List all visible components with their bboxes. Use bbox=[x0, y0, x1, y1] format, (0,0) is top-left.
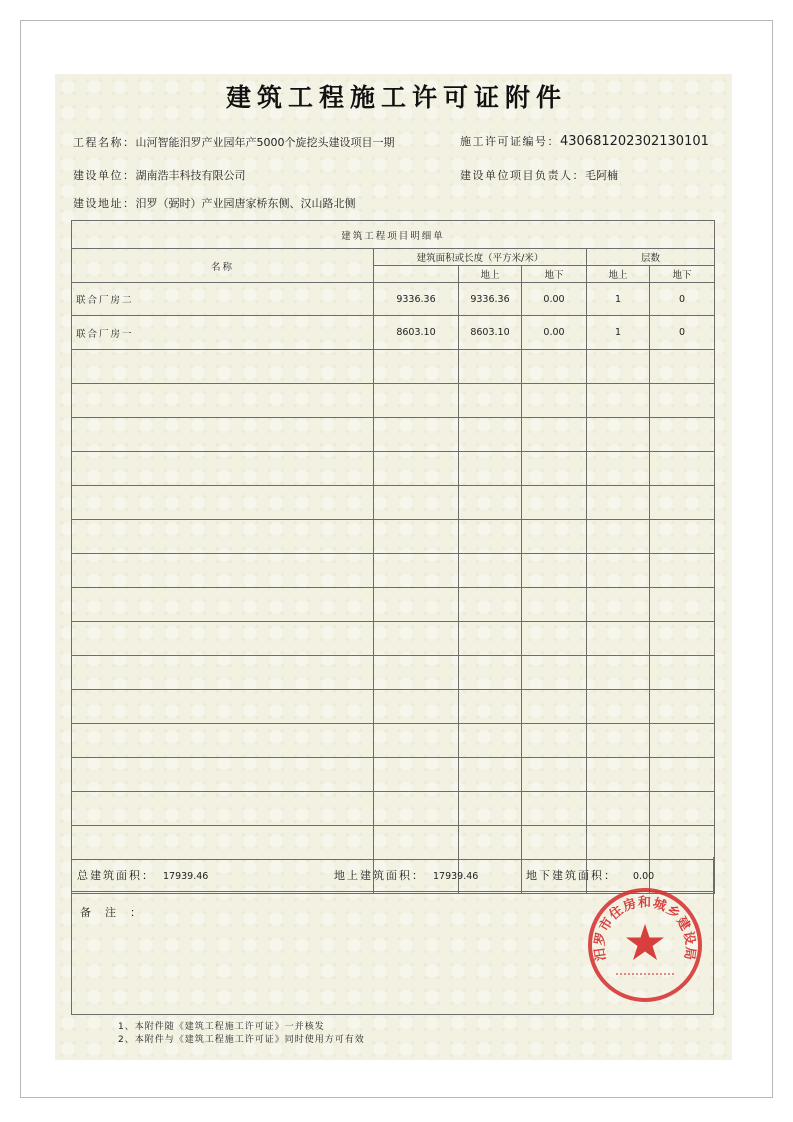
cell-below bbox=[522, 418, 587, 452]
above-ground-area bbox=[334, 867, 478, 883]
cell-floors-below bbox=[650, 758, 715, 792]
empty-table-row bbox=[72, 486, 715, 520]
empty-table-row bbox=[72, 588, 715, 622]
manager-field bbox=[460, 167, 618, 183]
cell-below bbox=[522, 656, 587, 690]
project-name-value: 山河智能汨罗产业园年产5000个旋挖头建设项目一期 bbox=[135, 136, 395, 149]
total-area-value: 17939.46 bbox=[163, 871, 209, 882]
empty-table-row bbox=[72, 554, 715, 588]
cell-total bbox=[374, 350, 459, 384]
cell-total bbox=[374, 554, 459, 588]
builder-value: 湖南浩丰科技有限公司 bbox=[135, 169, 246, 182]
cell-total bbox=[374, 622, 459, 656]
cell-name bbox=[72, 588, 374, 622]
table-body bbox=[72, 283, 715, 894]
above-ground-area-label: 地上建筑面积： bbox=[334, 869, 425, 882]
seal-star-icon bbox=[626, 924, 664, 960]
empty-table-row bbox=[72, 690, 715, 724]
cell-floors-below bbox=[650, 452, 715, 486]
cell-total bbox=[374, 520, 459, 554]
project-name-label: 工程名称： bbox=[73, 136, 136, 149]
manager-value: 毛阿楠 bbox=[585, 169, 618, 182]
cell-above bbox=[459, 758, 522, 792]
cell-name bbox=[72, 792, 374, 826]
header-area: 建筑面积或长度（平方米/米） bbox=[374, 249, 587, 266]
cell-name bbox=[72, 826, 374, 860]
cell-floors-below: 0 bbox=[650, 316, 715, 350]
cell-floors-below bbox=[650, 418, 715, 452]
table-caption: 建筑工程项目明细单 bbox=[72, 221, 715, 249]
cell-above bbox=[459, 486, 522, 520]
cell-floors-above bbox=[587, 826, 650, 860]
cell-below bbox=[522, 350, 587, 384]
empty-table-row bbox=[72, 792, 715, 826]
cell-total bbox=[374, 384, 459, 418]
cell-name bbox=[72, 418, 374, 452]
header-area-below: 地下 bbox=[522, 266, 587, 283]
cell-below bbox=[522, 690, 587, 724]
cell-total bbox=[374, 656, 459, 690]
cell-total bbox=[374, 690, 459, 724]
cell-above: 9336.36 bbox=[459, 283, 522, 316]
empty-table-row bbox=[72, 724, 715, 758]
empty-table-row bbox=[72, 350, 715, 384]
cell-name bbox=[72, 622, 374, 656]
cell-total bbox=[374, 486, 459, 520]
cell-floors-above bbox=[587, 758, 650, 792]
remarks-label: 备注： bbox=[80, 906, 155, 919]
cell-floors-below bbox=[650, 384, 715, 418]
builder-label: 建设单位： bbox=[73, 169, 136, 182]
cell-total bbox=[374, 418, 459, 452]
header-floors: 层数 bbox=[587, 249, 715, 266]
cell-floors-below bbox=[650, 690, 715, 724]
empty-table-row bbox=[72, 758, 715, 792]
manager-label: 建设单位项目负责人： bbox=[460, 169, 585, 182]
address-value: 汨罗（弼时）产业园唐家桥东侧、汉山路北侧 bbox=[135, 197, 356, 210]
cell-floors-below bbox=[650, 554, 715, 588]
cell-below bbox=[522, 588, 587, 622]
cell-name bbox=[72, 486, 374, 520]
cell-above bbox=[459, 554, 522, 588]
official-seal bbox=[586, 886, 704, 1004]
cell-floors-below bbox=[650, 826, 715, 860]
cell-floors-below bbox=[650, 622, 715, 656]
cell-below bbox=[522, 554, 587, 588]
project-name-field bbox=[73, 134, 395, 150]
cell-floors-below bbox=[650, 724, 715, 758]
project-detail-table bbox=[71, 220, 715, 894]
empty-table-row bbox=[72, 418, 715, 452]
cell-total bbox=[374, 792, 459, 826]
header-floors-above: 地上 bbox=[587, 266, 650, 283]
cell-name bbox=[72, 758, 374, 792]
builder-field bbox=[73, 167, 246, 183]
cell-above bbox=[459, 418, 522, 452]
cell-floors-above bbox=[587, 452, 650, 486]
footnote-1: 1、本附件随《建筑工程施工许可证》一并核发 bbox=[118, 1022, 325, 1032]
cell-floors-below bbox=[650, 656, 715, 690]
address-field bbox=[73, 195, 356, 211]
permit-number-value: 430681202302130101 bbox=[560, 134, 709, 149]
cell-floors-above: 1 bbox=[587, 316, 650, 350]
cell-total bbox=[374, 724, 459, 758]
cell-floors-above bbox=[587, 622, 650, 656]
cell-floors-below bbox=[650, 350, 715, 384]
header-name: 名称 bbox=[72, 249, 374, 283]
cell-total bbox=[374, 758, 459, 792]
cell-floors-above bbox=[587, 588, 650, 622]
table-row bbox=[72, 283, 715, 316]
cell-name bbox=[72, 690, 374, 724]
cell-below bbox=[522, 520, 587, 554]
cell-floors-below bbox=[650, 588, 715, 622]
header-area-above: 地上 bbox=[459, 266, 522, 283]
total-area bbox=[77, 867, 208, 883]
cell-above bbox=[459, 656, 522, 690]
header-area-total bbox=[374, 266, 459, 283]
cell-above bbox=[459, 452, 522, 486]
cell-floors-above bbox=[587, 418, 650, 452]
cell-above bbox=[459, 724, 522, 758]
cell-floors-below bbox=[650, 486, 715, 520]
cell-below bbox=[522, 452, 587, 486]
cell-above bbox=[459, 792, 522, 826]
cell-name: 联合厂房二 bbox=[72, 283, 374, 316]
empty-table-row bbox=[72, 622, 715, 656]
cell-name bbox=[72, 656, 374, 690]
cell-total bbox=[374, 588, 459, 622]
cell-name: 联合厂房一 bbox=[72, 316, 374, 350]
empty-table-row bbox=[72, 656, 715, 690]
below-ground-area-label: 地下建筑面积： bbox=[526, 869, 617, 882]
footnotes bbox=[118, 1021, 365, 1047]
cell-name bbox=[72, 452, 374, 486]
cell-total: 9336.36 bbox=[374, 283, 459, 316]
empty-table-row bbox=[72, 826, 715, 860]
cell-name bbox=[72, 520, 374, 554]
header-floors-below: 地下 bbox=[650, 266, 715, 283]
cell-above bbox=[459, 350, 522, 384]
cell-floors-above bbox=[587, 520, 650, 554]
cell-below: 0.00 bbox=[522, 316, 587, 350]
cell-above bbox=[459, 588, 522, 622]
cell-floors-below bbox=[650, 792, 715, 826]
table-row bbox=[72, 316, 715, 350]
cell-floors-above bbox=[587, 656, 650, 690]
cell-name bbox=[72, 724, 374, 758]
cell-floors-above: 1 bbox=[587, 283, 650, 316]
cell-total bbox=[374, 826, 459, 860]
cell-floors-above bbox=[587, 350, 650, 384]
cell-above: 8603.10 bbox=[459, 316, 522, 350]
permit-number-label: 施工许可证编号： bbox=[460, 135, 560, 148]
cell-below bbox=[522, 724, 587, 758]
cell-above bbox=[459, 384, 522, 418]
total-area-label: 总建筑面积： bbox=[77, 869, 155, 882]
cell-above bbox=[459, 690, 522, 724]
cell-below bbox=[522, 486, 587, 520]
below-ground-area-value: 0.00 bbox=[633, 871, 655, 882]
cell-floors-below: 0 bbox=[650, 283, 715, 316]
cell-above bbox=[459, 826, 522, 860]
cell-total: 8603.10 bbox=[374, 316, 459, 350]
address-label: 建设地址： bbox=[73, 197, 136, 210]
permit-number-field bbox=[460, 133, 709, 149]
cell-above bbox=[459, 622, 522, 656]
cell-floors-above bbox=[587, 690, 650, 724]
footnote-2: 2、本附件与《建筑工程施工许可证》同时使用方可有效 bbox=[118, 1035, 365, 1045]
cell-floors-above bbox=[587, 792, 650, 826]
cell-below bbox=[522, 792, 587, 826]
empty-table-row bbox=[72, 520, 715, 554]
cell-floors-above bbox=[587, 724, 650, 758]
cell-below bbox=[522, 758, 587, 792]
cell-below: 0.00 bbox=[522, 283, 587, 316]
cell-name bbox=[72, 384, 374, 418]
cell-floors-above bbox=[587, 554, 650, 588]
empty-table-row bbox=[72, 384, 715, 418]
document-title: 建筑工程施工许可证附件 bbox=[225, 83, 567, 112]
cell-below bbox=[522, 826, 587, 860]
empty-table-row bbox=[72, 452, 715, 486]
cell-above bbox=[459, 520, 522, 554]
cell-total bbox=[374, 452, 459, 486]
cell-name bbox=[72, 350, 374, 384]
above-ground-area-value: 17939.46 bbox=[433, 871, 479, 882]
seal-text: 汨罗市住房和城乡建设局 bbox=[592, 895, 698, 962]
cell-floors-above bbox=[587, 486, 650, 520]
cell-floors-below bbox=[650, 520, 715, 554]
cell-below bbox=[522, 622, 587, 656]
cell-name bbox=[72, 554, 374, 588]
below-ground-area bbox=[526, 867, 654, 883]
cell-floors-above bbox=[587, 384, 650, 418]
cell-below bbox=[522, 384, 587, 418]
